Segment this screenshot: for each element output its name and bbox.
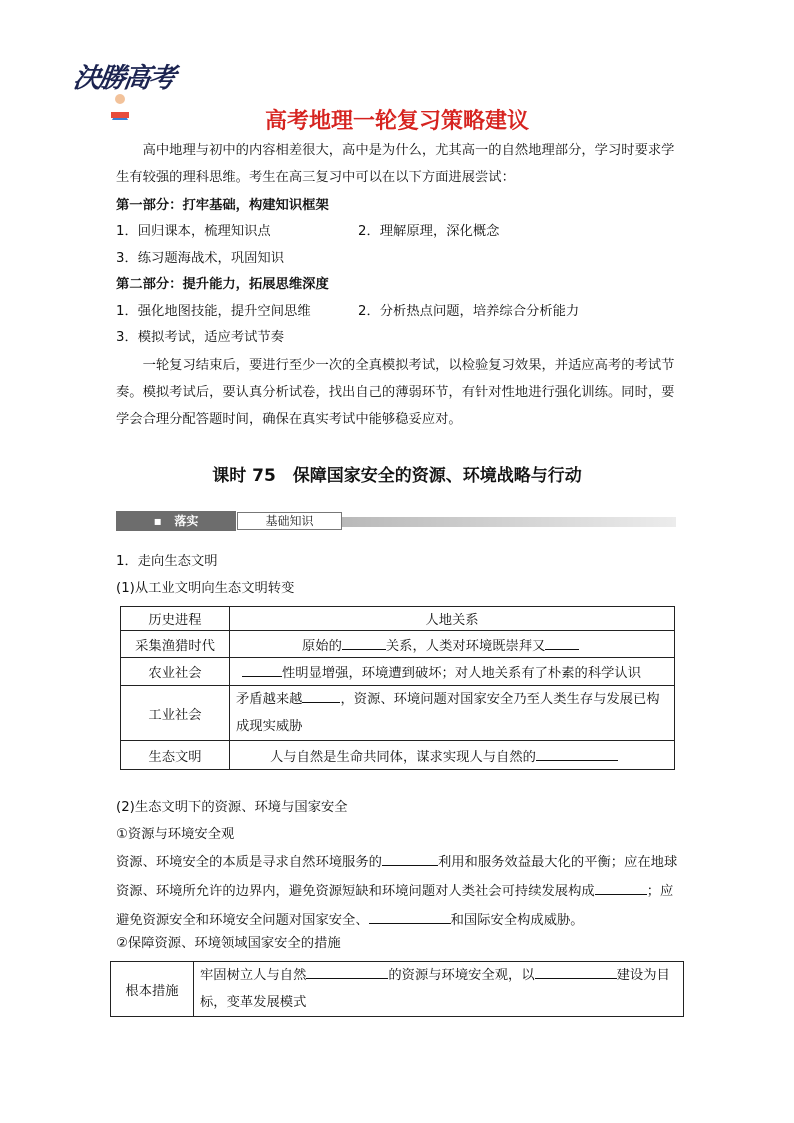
- relation-text: 关系，人类对环境既崇拜又: [385, 638, 546, 654]
- measure-text: 的资源与环境安全观，以: [388, 968, 535, 983]
- fill-blank[interactable]: [536, 748, 618, 761]
- lesson-title: 课时 75 保障国家安全的资源、环境战略与行动: [212, 466, 582, 486]
- table-row: [121, 658, 675, 686]
- fill-blank[interactable]: [535, 966, 617, 979]
- measure-text: 牢固树立人与自然: [200, 968, 307, 983]
- relation-cell: [230, 631, 675, 658]
- fill-blank[interactable]: [302, 690, 340, 703]
- fill-blank[interactable]: [242, 664, 282, 677]
- part1-item2: 2．理解原理，深化概念: [358, 224, 500, 239]
- fill-blank[interactable]: [545, 637, 579, 650]
- s2-sub2: (2)生态文明下的资源、环境与国家安全: [116, 800, 348, 815]
- relation-text: 人与自然是生命共同体，谋求实现人与自然的: [270, 749, 536, 765]
- relation-text: 矛盾越来越: [236, 692, 303, 707]
- fill-blank[interactable]: [306, 966, 388, 979]
- logo-text: 決勝高考: [71, 63, 176, 94]
- part2-item3: 3．模拟考试，适应考试节奏: [116, 330, 285, 345]
- table-row: [121, 686, 675, 741]
- s1-sub1: (1)从工业文明向生态文明转变: [116, 581, 295, 596]
- measure-label: 根本措施: [111, 962, 194, 1017]
- fill-blank[interactable]: [342, 637, 386, 650]
- measure-text: 建设为目标，变革发展模式: [200, 968, 670, 1010]
- relation-cell: [230, 658, 675, 686]
- para-text: 和国际安全构成威胁。: [450, 913, 584, 928]
- era-cell: 采集渔猎时代: [121, 631, 230, 658]
- part2-item1: 1．强化地图技能，提升空间思维: [116, 304, 311, 319]
- section-label: 基础知识: [237, 512, 342, 530]
- relation-text: 原始的: [302, 638, 342, 654]
- closing-paragraph: 一轮复习结束后，要进行至少一次的全真模拟考试，以检验复习效果，并适应高考的考试节奏。模拟考试后，要认真分析试卷，找出自己的薄弱环节，有针对性地进行强化训练。同时，要学会合理分配答题时间，确保在真实考试中能够稳妥应对。: [116, 358, 675, 427]
- section-tag: ▪ 落实: [116, 511, 236, 531]
- section-tag-text: 落实: [174, 514, 199, 528]
- s2-sub2a: ①资源与环境安全观: [116, 827, 235, 842]
- page-title: 高考地理一轮复习策略建议: [264, 109, 529, 134]
- relation-text: 性明显增强，环境遭到破坏；对人地关系有了朴素的科学认识: [282, 666, 642, 681]
- part1-item3: 3．练习题海战术，巩固知识: [116, 251, 285, 266]
- relation-text: ，资源、环境问题对国家安全乃至人类生存与发展已构成现实威胁: [236, 692, 660, 734]
- table-header-era: 历史进程: [121, 607, 230, 631]
- s2-sub2b: ②保障资源、环境领域国家安全的措施: [116, 936, 341, 951]
- fill-blank[interactable]: [382, 853, 438, 866]
- part1-heading: 第一部分：打牢基础，构建知识框架: [116, 198, 329, 213]
- table-row: [121, 631, 675, 658]
- measure-cell: [194, 962, 684, 1017]
- part1-item1: 1．回归课本，梳理知识点: [116, 224, 271, 239]
- para-text: 资源、环境安全的本质是寻求自然环境服务的: [116, 855, 382, 870]
- relation-cell: [230, 741, 675, 770]
- table-header-relation: 人地关系: [230, 607, 675, 631]
- section-bar: [116, 511, 676, 531]
- fill-blank[interactable]: [369, 911, 451, 924]
- section-bar-gradient: [342, 517, 676, 527]
- table-row: [121, 741, 675, 770]
- table-header-row: [121, 607, 675, 631]
- para-text: 利用和服务效益最大化的平衡；应在地球资源、环境所允许的边界内，避免资源短缺和环境问题对人类社会可持续发展构成: [116, 855, 678, 899]
- s1-heading: 1．走向生态文明: [116, 554, 218, 569]
- para-text: ；应避免资源安全和环境安全问题对国家安全、: [116, 884, 674, 928]
- part2-heading: 第二部分：提升能力，拓展思维深度: [116, 277, 329, 292]
- intro-paragraph: 高中地理与初中的内容相差很大，高中是为什么，尤其高一的自然地理部分，学习时要求学生有较强的理科思维。考生在高三复习中可以在以下方面进展尝试：: [116, 143, 675, 185]
- security-paragraph: [116, 848, 682, 935]
- relation-cell: [230, 686, 675, 741]
- part2-item2: 2．分析热点问题，培养综合分析能力: [358, 304, 580, 319]
- table-row: [111, 962, 684, 1017]
- era-cell: 工业社会: [121, 686, 230, 741]
- era-cell: 农业社会: [121, 658, 230, 686]
- fill-blank[interactable]: [595, 882, 647, 895]
- measures-table: [110, 961, 684, 1017]
- human-land-table: [120, 606, 675, 770]
- era-cell: 生态文明: [121, 741, 230, 770]
